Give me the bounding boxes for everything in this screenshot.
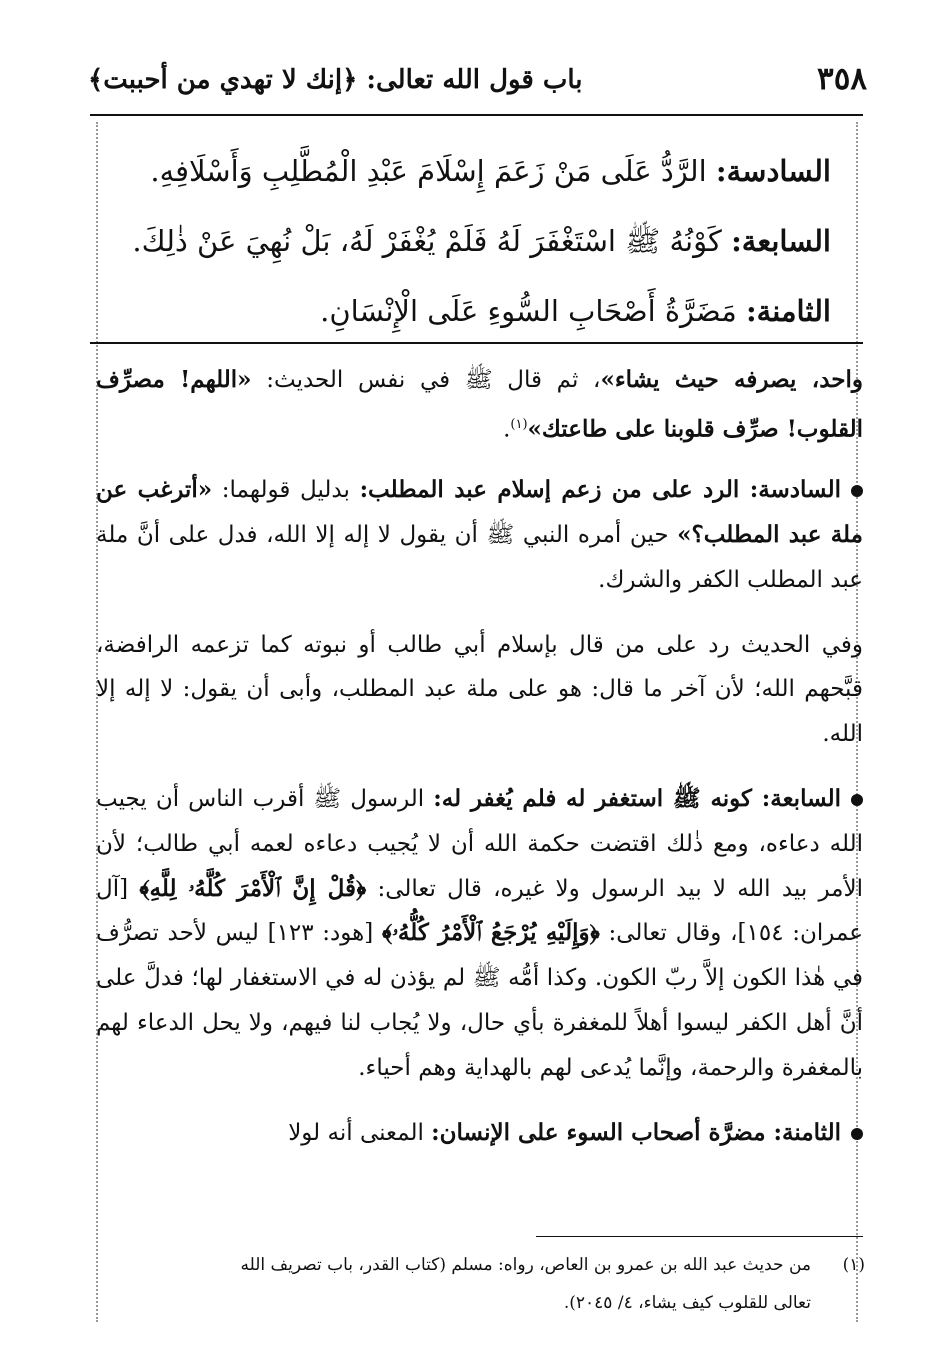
issues-list: [100, 136, 831, 346]
footnote-line: [96, 1246, 865, 1284]
quran-verse: ﴿قُلْ إِنَّ ٱلْأَمْرَ كُلَّهُۥ لِلَّهِ﴾: [139, 874, 367, 902]
commentary-divider: [90, 342, 863, 344]
text-run: حين أمره النبي ﷺ أن يقول لا إله إلا الله، فدل على أنَّ ملة عبد المطلب الكفر والشرك.: [96, 522, 863, 593]
issue-label: الثامنة:: [745, 294, 831, 328]
issue-seventh: [100, 206, 831, 276]
paragraph-rafida: وفي الحديث رد على من قال بإسلام أبي طالب أو نبوته كما تزعمه الرافضة، قبَّحهم الله؛ لأن آخر ما قال: هو على ملة عبد المطلب، وأبى أن يقول: لا إله إلا الله.: [96, 631, 863, 748]
text-run: [هود: ١٢٣] ليس لأحد تصرُّف في هٰذا الكون إلاَّ ربّ الكون. وكذا أمُّه ﷺ لم يؤذن له في الاستغفار لها؛ فدلَّ على أنَّ أهل الكفر ليسوا أهلاً للمغفرة بأي حال، ولا يُجاب لنا فيهم، ولا يحل الدعاء لهم بالمغفرة والرحمة، وإنَّما يُدعى لهم بالهداية وهم أحياء.: [96, 920, 863, 1081]
page-number: ٣٥٨: [817, 61, 867, 97]
issue-label: السابعة:: [731, 224, 831, 258]
issue-sixth: [100, 136, 831, 206]
text-run: المعنى أنه لولا: [288, 1119, 432, 1146]
text-run: واحد،: [796, 366, 863, 393]
hadith-quote: يصرفه حيث يشاء»: [600, 366, 797, 393]
paragraph-seventh: [96, 777, 863, 1091]
footnote-divider: [536, 1236, 863, 1237]
commentary-body: [96, 358, 863, 1171]
issue-text: مَضَرَّةُ أَصْحَابِ السُّوءِ عَلَى الْإِنْسَانِ.: [320, 294, 737, 328]
issue-eighth: [100, 276, 831, 346]
quran-verse: ﴿وَإِلَيْهِ يُرْجَعُ ٱلْأَمْرُ كُلُّهُۥ﴾: [381, 919, 600, 947]
paragraph-hadith-continuation: [96, 358, 863, 452]
page-header: [88, 58, 867, 108]
hadith-quote: «أترغب عن ملة عبد المطلب؟»: [96, 476, 863, 549]
footnote-number: (١): [842, 1255, 865, 1275]
issue-text: الرَّدُّ عَلَى مَنْ زَعَمَ إِسْلَامَ عَبْدِ الْمُطَّلِبِ وَأَسْلَافِهِ.: [150, 154, 707, 188]
header-divider: [90, 114, 863, 116]
hadith-quote: «اللهم! مصرِّف القلوب! صرِّف قلوبنا على طاعتك»: [96, 366, 863, 443]
bullet-icon: [851, 1128, 863, 1140]
section-heading: السادسة: الرد على من زعم إسلام عبد المطلب:: [359, 476, 841, 504]
footnote: [96, 1246, 865, 1322]
paragraph-eighth: [96, 1111, 863, 1156]
bullet-icon: [851, 794, 863, 806]
chapter-title: باب قول الله تعالى: ﴿إنك لا تهدي من أحببت﴾: [88, 65, 583, 95]
section-heading: السابعة: كونه ﷺ استغفر له فلم يُغفر له:: [433, 785, 841, 813]
footnote-ref: (١): [510, 416, 528, 432]
text-run: بدليل قولهما:: [212, 477, 360, 504]
section-heading: الثامنة: مضرَّة أصحاب السوء على الإنسان:: [431, 1118, 841, 1146]
bullet-icon: [851, 485, 863, 497]
footnote-line: تعالى للقلوب كيف يشاء، ٤/ ٢٠٤٥).: [563, 1293, 811, 1313]
footnote-text: من حديث عبد الله بن عمرو بن العاص، رواه: مسلم (كتاب القدر، باب تصريف الله: [240, 1255, 811, 1275]
issue-label: السادسة:: [715, 154, 831, 188]
text-run: الرسول ﷺ أقرب الناس أن يجيب الله دعاءه، ومع ذٰلك اقتضت حكمة الله أن لا يُجيب دعاءه لعمه أبي طالب؛ لأن الأمر بيد الله لا بيد الرسول ولا غيره، قال تعالى:: [96, 786, 864, 902]
text-run: [آل عمران: ١٥٤]، وقال تعالى:: [96, 875, 863, 947]
issue-text: كَوْنُهُ ﷺ اسْتَغْفَرَ لَهُ فَلَمْ يُغْفَرْ لَهُ، بَلْ نُهِيَ عَنْ ذٰلِكَ.: [132, 224, 722, 258]
text-run: .: [503, 416, 511, 443]
paragraph-sixth: [96, 468, 863, 602]
text-run: ، ثم قال ﷺ في نفس الحديث:: [251, 367, 601, 393]
